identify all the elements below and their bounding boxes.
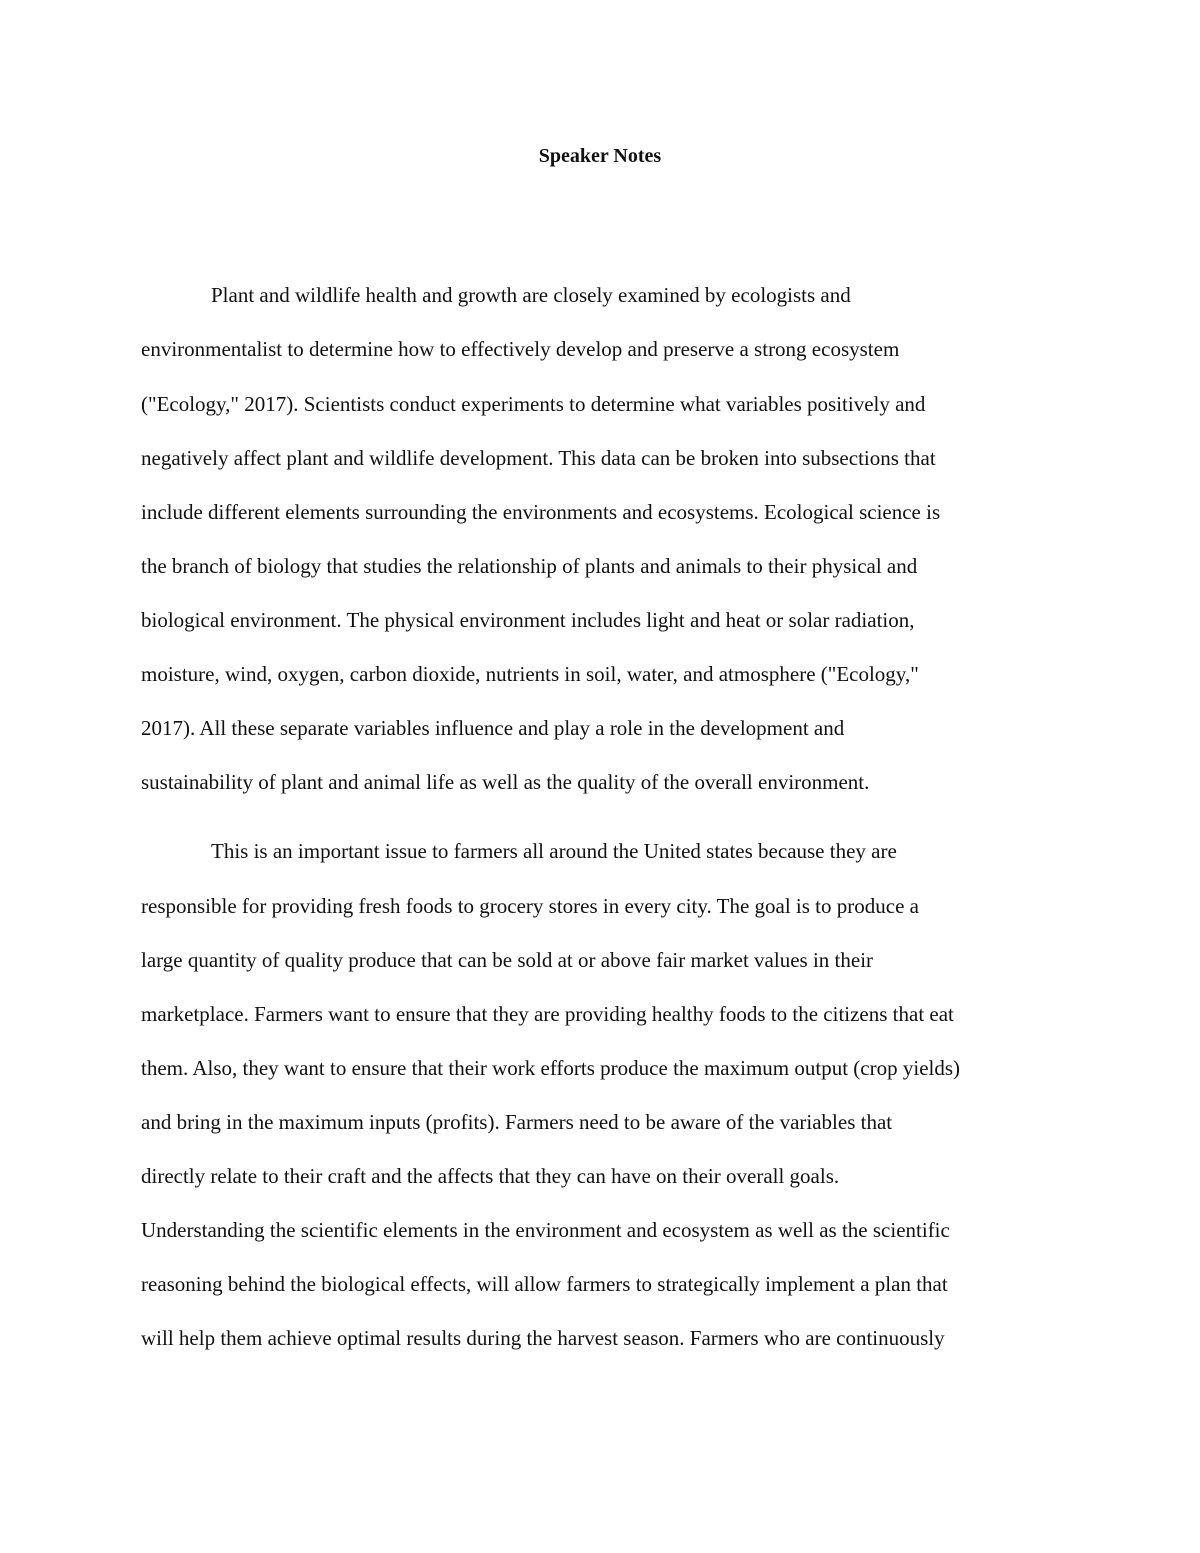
- paragraph-line: Plant and wildlife health and growth are closely examined by ecologists and: [211, 283, 851, 307]
- paragraph-line: This is an important issue to farmers all around the United states because they are: [211, 839, 897, 863]
- paragraph-line: will help them achieve optimal results during the harvest season. Farmers who are continuously: [141, 1326, 945, 1350]
- paragraph-line: moisture, wind, oxygen, carbon dioxide, nutrients in soil, water, and atmosphere ("Ecology,": [141, 662, 919, 686]
- paragraph-line: them. Also, they want to ensure that their work efforts produce the maximum output (crop yields): [141, 1056, 961, 1080]
- paragraph-line: reasoning behind the biological effects, will allow farmers to strategically implement a plan that: [141, 1272, 948, 1296]
- paragraph-line: and bring in the maximum inputs (profits). Farmers need to be aware of the variables that: [141, 1110, 893, 1134]
- paragraph-line: sustainability of plant and animal life as well as the quality of the overall environment.: [141, 770, 870, 794]
- paragraph-line: directly relate to their craft and the affects that they can have on their overall goals.: [141, 1164, 840, 1188]
- paragraph-line: negatively affect plant and wildlife development. This data can be broken into subsections that: [141, 446, 936, 470]
- paragraph-line: Understanding the scientific elements in the environment and ecosystem as well as the scientific: [141, 1218, 950, 1242]
- paragraph-line: 2017). All these separate variables influence and play a role in the development and: [141, 716, 845, 740]
- paragraph-line: include different elements surrounding the environments and ecosystems. Ecological science is: [141, 500, 941, 524]
- document-title: Speaker Notes: [538, 145, 662, 167]
- paragraph-line: ("Ecology," 2017). Scientists conduct experiments to determine what variables positively and: [141, 392, 926, 416]
- paragraph-line: environmentalist to determine how to effectively develop and preserve a strong ecosystem: [141, 337, 900, 361]
- paragraph-line: biological environment. The physical environment includes light and heat or solar radiation,: [141, 608, 915, 632]
- paragraph-line: the branch of biology that studies the relationship of plants and animals to their physical and: [141, 554, 918, 578]
- paragraph-line: marketplace. Farmers want to ensure that they are providing healthy foods to the citizens that eat: [141, 1002, 954, 1026]
- paragraph-line: responsible for providing fresh foods to grocery stores in every city. The goal is to produce a: [141, 894, 919, 918]
- paragraph-line: large quantity of quality produce that can be sold at or above fair market values in their: [141, 948, 874, 972]
